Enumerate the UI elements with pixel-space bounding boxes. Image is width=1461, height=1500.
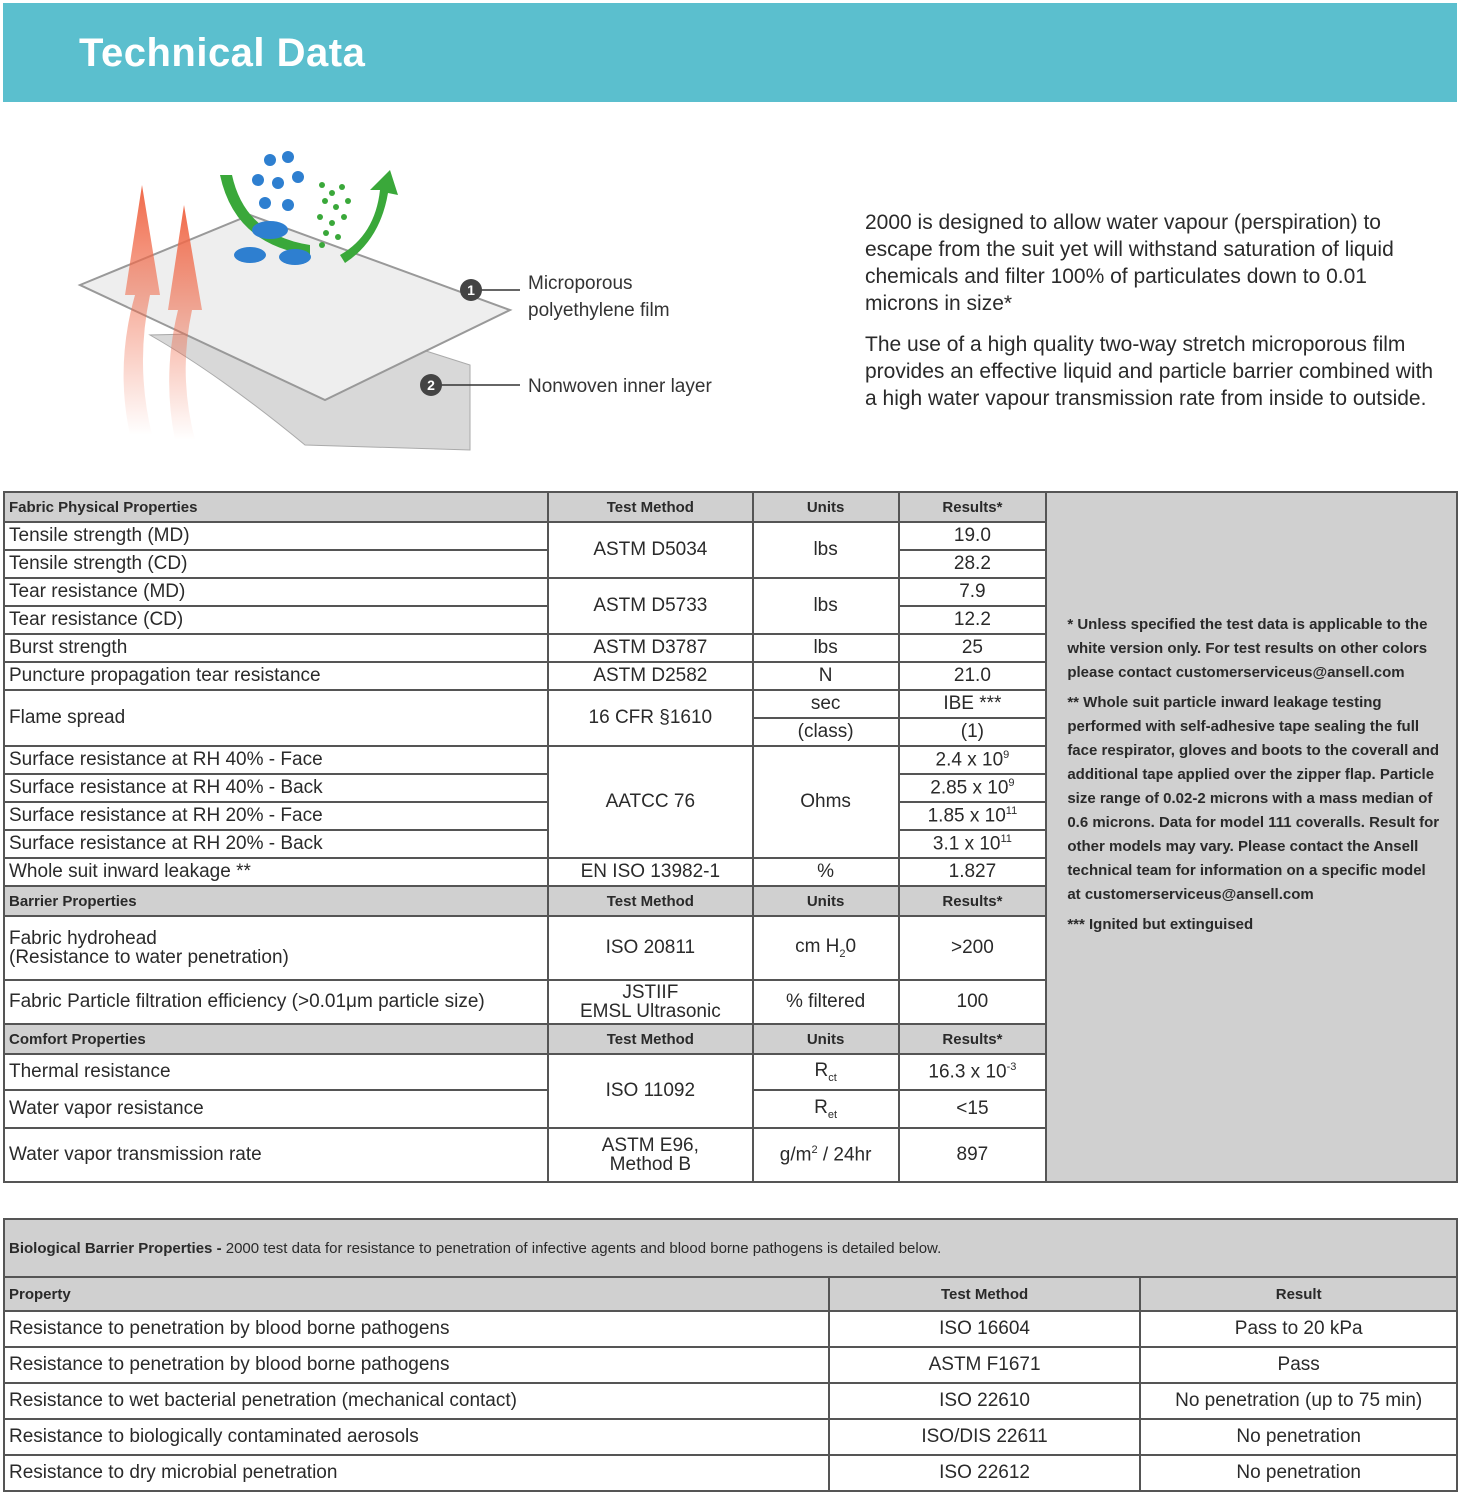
row-label: Surface resistance at RH 40% - Face [4,746,548,774]
intro-text [865,209,1445,426]
units-subscript: ct [828,1071,837,1084]
header-test-method: Test Method [829,1277,1141,1311]
footnote-3-mark: *** [1067,916,1085,933]
properties-table [3,491,1458,1183]
page-title: Technical Data [79,31,366,75]
result-cell [899,802,1047,830]
footnote-2 [1067,691,1442,907]
label-microporous-line2: polyethylene film [528,300,670,321]
units-cell: % [753,858,899,886]
row-label: Water vapor transmission rate [4,1128,548,1182]
header-banner [3,3,1457,102]
result-cell: 100 [899,980,1047,1024]
units-superscript: 2 [811,1143,818,1156]
result-cell: 28.2 [899,550,1047,578]
row-label: Surface resistance at RH 20% - Back [4,830,548,858]
test-method-cell: ISO 16604 [829,1311,1141,1347]
header-barrier: Barrier Properties [4,886,548,916]
test-method-cell [548,980,753,1024]
result-cell [899,1054,1047,1090]
footnote-3-text: Ignited but extinguised [1089,916,1254,933]
physical-header-row [4,492,1457,522]
result-exponent: 9 [1003,748,1010,761]
result-cell: 21.0 [899,662,1047,690]
row-label: Surface resistance at RH 20% - Face [4,802,548,830]
header-comfort: Comfort Properties [4,1024,548,1054]
units-cell: sec [753,690,899,718]
units-subscript: et [827,1108,838,1121]
table-row [4,1347,1457,1383]
result-cell: <15 [899,1090,1047,1128]
label-microporous-line1: Microporous [528,273,633,294]
row-label: Surface resistance at RH 40% - Back [4,774,548,802]
units-cell: lbs [753,522,899,578]
result-cell: 1.827 [899,858,1047,886]
test-method-cell: ISO 20811 [548,916,753,980]
result-cell: 19.0 [899,522,1047,550]
header-property: Property [4,1277,829,1311]
row-label: Tensile strength (CD) [4,550,548,578]
caption-text: 2000 test data for resistance to penetration of infective agents and blood borne pathogens is detailed below. [225,1239,942,1257]
header-results: Results* [899,492,1047,522]
units-cell: lbs [753,634,899,662]
row-label: Flame spread [4,690,548,746]
row-label: Water vapor resistance [4,1090,548,1128]
property-cell: Resistance to biologically contaminated aerosols [4,1419,829,1455]
units-cell [753,916,899,980]
biological-caption-row [4,1219,1457,1277]
method-line2: EMSL Ultrasonic [579,1001,721,1022]
footnote-1-mark: * [1067,616,1074,633]
table-row [4,1455,1457,1491]
row-label: Whole suit inward leakage ** [4,858,548,886]
method-line1: JSTIIF [622,982,679,1003]
units-cell: N [753,662,899,690]
header-units: Units [753,886,899,916]
table-row [4,1419,1457,1455]
result-base: 16.3 x 10 [928,1061,1007,1083]
test-method-cell: 16 CFR §1610 [548,690,753,746]
intro-paragraph-1: 2000 is designed to allow water vapour (perspiration) to escape from the suit yet will withstand saturation of liquid chemicals and filter 100% of particulates down to 0.01 microns in size* [865,211,1394,315]
label-microporous [528,270,670,324]
footnote-2-text: Whole suit particle inward leakage testing performed with self-adhesive tape sealing the full face respirator, gloves and boots to the coverall and additional tape applied over the zipper flap. Particle size range of 0.02-2 microns with a mass median of 0.6 microns. Data for model 111 coveralls. Result for other models may vary. Please contact the Ansell technical team for information on a specific model at [1067,694,1440,903]
property-cell: Resistance to wet bacterial penetration (mechanical contact) [4,1383,829,1419]
header-units: Units [753,1024,899,1054]
header-results: Results* [899,1024,1047,1054]
row-label: Thermal resistance [4,1054,548,1090]
result-cell: IBE *** [899,690,1047,718]
caption-bold: Biological Barrier Properties - [9,1239,226,1257]
result-exponent: 9 [1008,776,1015,789]
units-text-end: 0 [845,936,857,958]
header-units: Units [753,492,899,522]
header-test-method: Test Method [548,492,753,522]
label-nonwoven: Nonwoven inner layer [528,376,712,397]
units-cell: Ohms [753,746,899,858]
row-label [4,916,548,980]
result-exponent: -3 [1006,1060,1017,1073]
result-base: 3.1 x 10 [932,833,1001,855]
footnote-2-email: customerserviceus@ansell.com [1084,886,1314,903]
callout-1-number: 1 [467,282,475,298]
result-cell: 25 [899,634,1047,662]
units-cell: lbs [753,578,899,634]
test-method-cell: ISO 22612 [829,1455,1141,1491]
row-label-line1: Fabric hydrohead [9,928,157,949]
units-cell: % filtered [753,980,899,1024]
header-test-method: Test Method [548,1024,753,1054]
biological-table [3,1218,1458,1492]
test-method-cell: ASTM F1671 [829,1347,1141,1383]
test-method-cell: ASTM D5034 [548,522,753,578]
row-label: Tensile strength (MD) [4,522,548,550]
result-base: 1.85 x 10 [927,805,1006,827]
test-method-cell: ASTM D5733 [548,578,753,634]
units-text: g/m [779,1144,812,1166]
result-cell: >200 [899,916,1047,980]
fabric-diagram [60,135,760,465]
result-cell: 897 [899,1128,1047,1182]
result-cell: No penetration [1140,1419,1457,1455]
footnote-2-mark: ** [1067,694,1079,711]
result-cell: (1) [899,718,1047,746]
particle-dots [317,182,351,248]
test-method-cell: ASTM D3787 [548,634,753,662]
result-cell: No penetration [1140,1455,1457,1491]
result-base: 2.85 x 10 [930,777,1009,799]
units-subscript: 2 [839,947,846,960]
result-exponent: 11 [1000,832,1012,845]
method-line1: ASTM E96, [601,1135,699,1156]
units-text: R [814,1097,828,1119]
test-method-cell: ISO 11092 [548,1054,753,1128]
units-text: cm H [795,936,840,958]
header-result: Result [1140,1277,1457,1311]
test-method-cell: EN ISO 13982-1 [548,858,753,886]
footnote-3 [1067,913,1442,937]
footnote-1-text: Unless specified the test data is applicable to the white version only. For test results on other colors please contact [1067,616,1428,681]
result-cell: No penetration (up to 75 min) [1140,1383,1457,1419]
units-cell [753,1054,899,1090]
property-cell: Resistance to penetration by blood borne pathogens [4,1347,829,1383]
test-method-cell: ISO 22610 [829,1383,1141,1419]
test-method-cell: AATCC 76 [548,746,753,858]
footnote-1-email: customerserviceus@ansell.com [1175,664,1405,681]
result-cell: Pass [1140,1347,1457,1383]
row-label: Fabric Particle filtration efficiency (>0.01μm particle size) [4,980,548,1024]
header-results: Results* [899,886,1047,916]
units-text-end: / 24hr [817,1144,872,1166]
intro-paragraph-2: The use of a high quality two-way stretch microporous film provides an effective liquid and particle barrier combined with a high water vapour transmission rate from inside to outside. [865,333,1434,410]
green-arrow-right [340,170,398,263]
callout-2-number: 2 [427,377,435,393]
test-method-cell: ASTM D2582 [548,662,753,690]
method-line2: Method B [609,1154,691,1175]
result-cell: 7.9 [899,578,1047,606]
property-cell: Resistance to dry microbial penetration [4,1455,829,1491]
footnotes-panel [1046,492,1457,1182]
result-cell [899,774,1047,802]
result-cell [899,746,1047,774]
test-method-cell: ISO/DIS 22611 [829,1419,1141,1455]
row-label: Tear resistance (CD) [4,606,548,634]
row-label: Puncture propagation tear resistance [4,662,548,690]
table-row [4,1383,1457,1419]
biological-caption [4,1219,1457,1277]
result-cell: 12.2 [899,606,1047,634]
row-label-line2: (Resistance to water penetration) [9,947,289,968]
header-physical: Fabric Physical Properties [4,492,548,522]
units-cell: (class) [753,718,899,746]
property-cell: Resistance to penetration by blood borne pathogens [4,1311,829,1347]
units-text: R [814,1060,829,1082]
units-cell [753,1128,899,1182]
result-exponent: 11 [1005,804,1018,817]
biological-header-row [4,1277,1457,1311]
row-label: Tear resistance (MD) [4,578,548,606]
test-method-cell [548,1128,753,1182]
result-cell: Pass to 20 kPa [1140,1311,1457,1347]
footnote-1 [1067,613,1442,685]
result-cell [899,830,1047,858]
header-test-method: Test Method [548,886,753,916]
result-base: 2.4 x 10 [935,749,1004,771]
table-row [4,1311,1457,1347]
units-cell [753,1090,899,1128]
row-label: Burst strength [4,634,548,662]
